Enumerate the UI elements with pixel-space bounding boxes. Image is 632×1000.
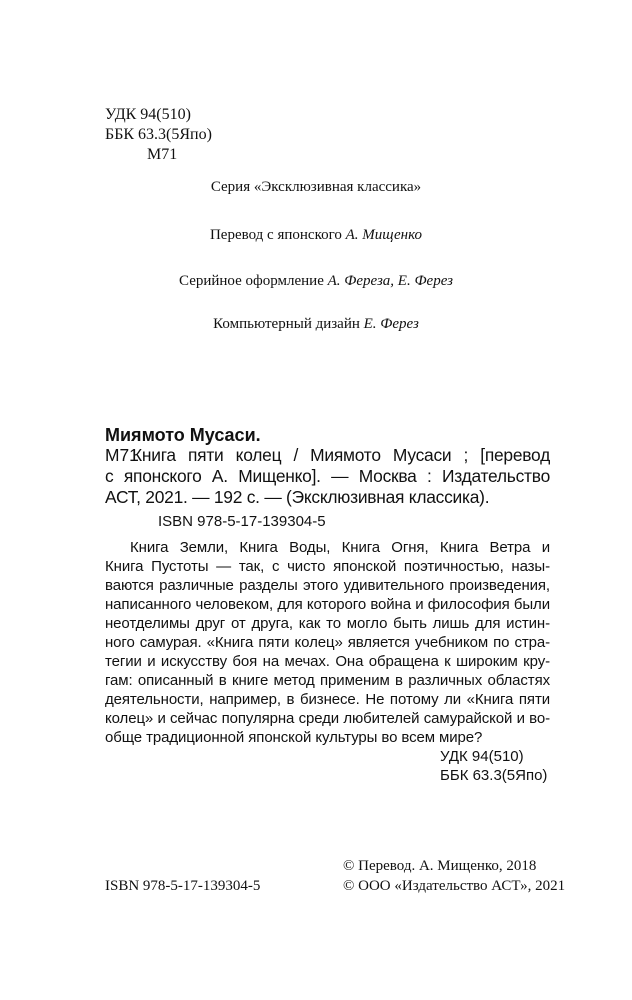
- annotation-line: деятельности, например, в бизнесе. Не потому ли «Книга пяти: [105, 691, 550, 708]
- series-line: Серия «Эксклюзивная классика»: [210, 179, 422, 195]
- annotation-line: ваются различные разделы этого удивительного произведения,: [105, 577, 550, 594]
- udk-code: УДК 94(510): [105, 106, 191, 123]
- annotation-line: Книга Пустоты — так, с чисто японской поэтичностью, назы-: [105, 558, 550, 575]
- author-mark: М71: [147, 146, 178, 163]
- annotation-line: Книга Земли, Книга Воды, Книга Огня, Книга Ветра и: [130, 539, 550, 556]
- translator-name: А. Мищенко: [345, 227, 423, 243]
- computer-designer-name: Е. Ферез: [363, 316, 419, 332]
- annotation-line: обще традиционной японской культуры во всем мире?: [105, 729, 483, 746]
- design-credit: [0, 272, 632, 291]
- annotation-line: ного самурая. «Книга пяти колец» является учебником по стра-: [105, 634, 550, 651]
- description-line: АСТ, 2021. — 192 с. — (Эксклюзивная классика).: [105, 487, 490, 507]
- catalog-udk: УДК 94(510): [440, 748, 524, 765]
- bbk-code: ББК 63.3(5Япо): [105, 126, 212, 143]
- catalog-bbk: ББК 63.3(5Япо): [440, 767, 548, 784]
- translation-credit: [0, 226, 632, 245]
- annotation-line: тегии и искусству боя на мечах. Она обращена к широким кру-: [105, 653, 550, 670]
- computer-design-label: Компьютерный дизайн: [213, 316, 360, 332]
- catalog-annotation-first: [130, 538, 550, 557]
- copyright-translation: © Перевод. А. Мищенко, 2018: [343, 858, 537, 874]
- catalog-annotation: [105, 557, 550, 747]
- catalog-author-heading: Миямото Мусаси.: [105, 425, 261, 445]
- footer-isbn: ISBN 978-5-17-139304-5: [105, 878, 261, 894]
- catalog-description: [132, 445, 550, 466]
- annotation-line: неотделимы друг от друга, как то могло быть лишь для истин-: [105, 615, 550, 632]
- annotation-line: написанного человеком, для которого война и философия были: [105, 596, 550, 613]
- annotation-line: гам: описанный в книге метод применим в различных областях: [105, 672, 550, 689]
- design-label: Серийное оформление: [179, 273, 324, 289]
- annotation-line: колец» и сейчас популярна среди любителей самурайской и во-: [105, 710, 550, 727]
- computer-design-credit: [0, 315, 632, 334]
- description-line: Книга пяти колец / Миямото Мусаси ; [перевод: [132, 445, 550, 465]
- description-line: с японского А. Мищенко]. — Москва : Издательство: [105, 466, 550, 486]
- translation-label: Перевод с японского: [209, 227, 342, 243]
- copyright-publisher: © ООО «Издательство АСТ», 2021: [343, 878, 566, 894]
- catalog-description-cont: [105, 466, 550, 508]
- designer-names: А. Фереза, Е. Ферез: [327, 273, 453, 289]
- catalog-isbn: ISBN 978-5-17-139304-5: [158, 513, 326, 530]
- catalog-author-mark: М71: [105, 445, 139, 465]
